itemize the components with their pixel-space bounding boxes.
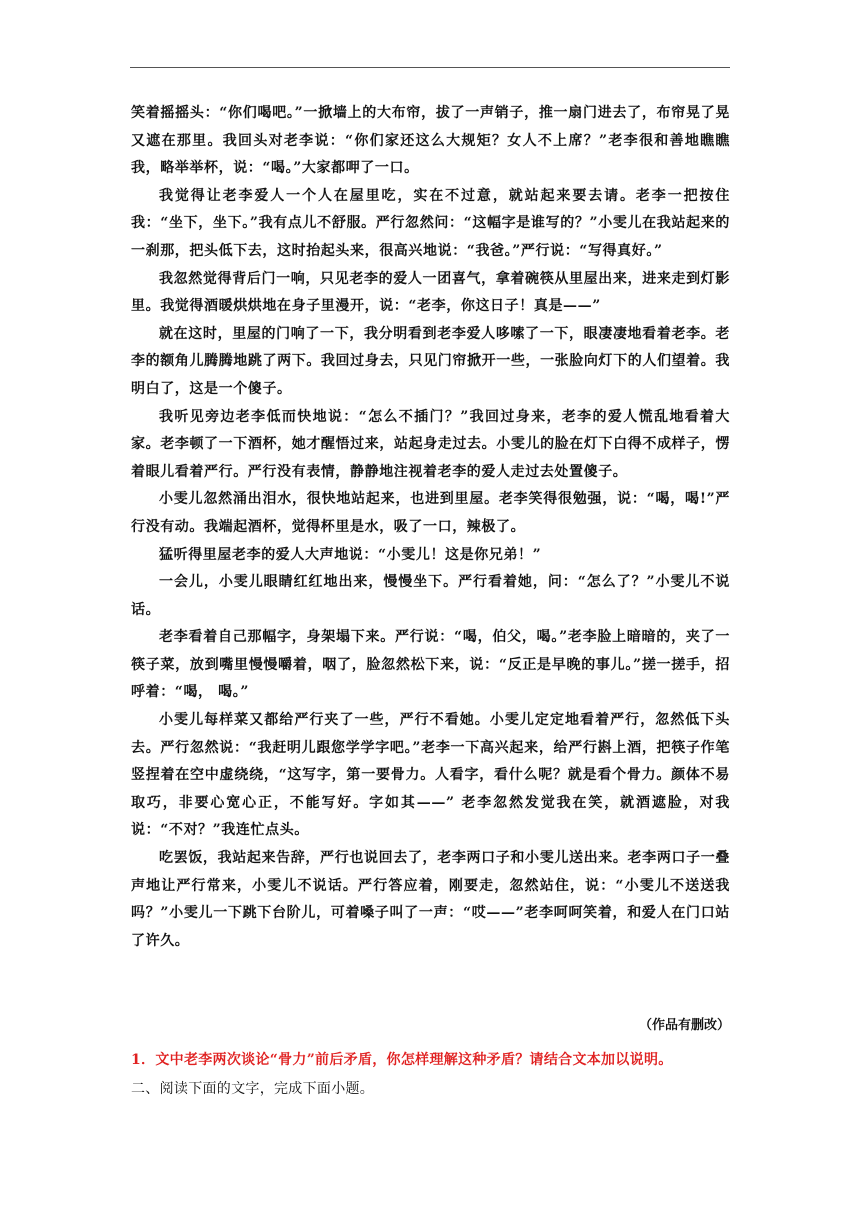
paragraph: 我忽然觉得背后门一响，只见老李的爱人一团喜气，拿着碗筷从里屋出来，进来走到灯影里。我觉得酒暖烘烘地在身子里漫开，说：“老李，你这日子！真是——”	[131, 270, 730, 315]
paragraph: 吃罢饭，我站起来告辞，严行也说回去了，老李两口子和小雯儿送出来。老李两口子一叠声地让严行常来，小雯儿不说话。严行答应着，刚要走，忽然站住，说：“小雯儿不送送我吗？”小雯儿一下跳下台阶儿，可着嗓子叫了一声：“哎——”老李呵呵笑着，和爱人在门口站了许久。	[131, 850, 730, 949]
paragraph: 就在这时，里屋的门响了一下，我分明看到老李爱人哆嗦了一下，眼凄凄地看着老李。老李的额角儿腾腾地跳了两下。我回过身去，只见门帘掀开一些，一张脸向灯下的人们望着。我明白了，这是一个傻子。	[131, 325, 730, 397]
paragraph: 小雯儿每样菜又都给严行夹了一些，严行不看她。小雯儿定定地看着严行，忽然低下头去。严行忽然说：“我赶明儿跟您学学字吧。”老李一下高兴起来，给严行斟上酒，把筷子作笔竖捏着在空中虚绕绕，“这写字，第一要骨力。人看字，看什么呢？就是看个骨力。颜体不易取巧，非要心宽心正，不能写好。字如其——” 老李忽然发觉我在笑，就酒遮脸，对我说：“不对？”我连忙点头。	[131, 712, 730, 839]
paragraph: 一会儿，小雯儿眼睛红红地出来，慢慢坐下。严行看着她，问：“怎么了？”小雯儿不说话。	[131, 574, 730, 618]
source-note: （作品有删改）	[638, 1018, 730, 1033]
story-text	[131, 100, 730, 955]
question-1: 1．文中老李两次谈论“骨力”前后矛盾，你怎样理解这种矛盾？请结合文本加以说明。	[131, 1052, 673, 1068]
paragraph: 笑着摇摇头：“你们喝吧。”一掀墙上的大布帘，拔了一声销子，推一扇门进去了，布帘晃了晃又遮在那里。我回头对老李说：“你们家还这么大规矩？女人不上席？”老李很和善地瞧瞧我，略举举杯，说：“喝。”大家都呷了一口。	[131, 105, 730, 177]
paragraph: 老李看着自己那幅字，身架塌下来。严行说：“喝，伯父，喝。”老李脸上暗暗的，夹了一筷子菜，放到嘴里慢慢嚼着，咽了，脸忽然松下来，说：“反正是早晚的事儿。”搓一搓手，招呼着：“喝， 喝。”	[131, 629, 730, 701]
paragraph: 猛听得里屋老李的爱人大声地说：“小雯儿！这是你兄弟！”	[159, 546, 542, 563]
paragraph: 我觉得让老李爱人一个人在屋里吃，实在不过意，就站起来要去请。老李一把按住我：“坐下，坐下。”我有点儿不舒服。严行忽然问：“这幅字是谁写的？”小雯儿在我站起来的一刹那，把头低下去，这时抬起头来，很高兴地说：“我爸。”严行说：“写得真好。”	[131, 187, 730, 259]
paragraph: 我听见旁边老李低而快地说：“怎么不插门？”我回过身来，老李的爱人慌乱地看着大家。老李顿了一下酒杯，她才醒悟过来，站起身走过去。小雯儿的脸在灯下白得不成样子，愣着眼儿看着严行。严行没有表情，静静地注视着老李的爱人走过去处置傻子。	[131, 408, 730, 480]
header-rule	[130, 67, 730, 68]
section-heading: 二、阅读下面的文字，完成下面小题。	[131, 1081, 375, 1097]
paragraph: 小雯儿忽然涌出泪水，很快地站起来，也进到里屋。老李笑得很勉强，说：“喝，喝!”严行没有动。我端起酒杯，觉得杯里是水，吸了一口，辣极了。	[131, 491, 730, 535]
